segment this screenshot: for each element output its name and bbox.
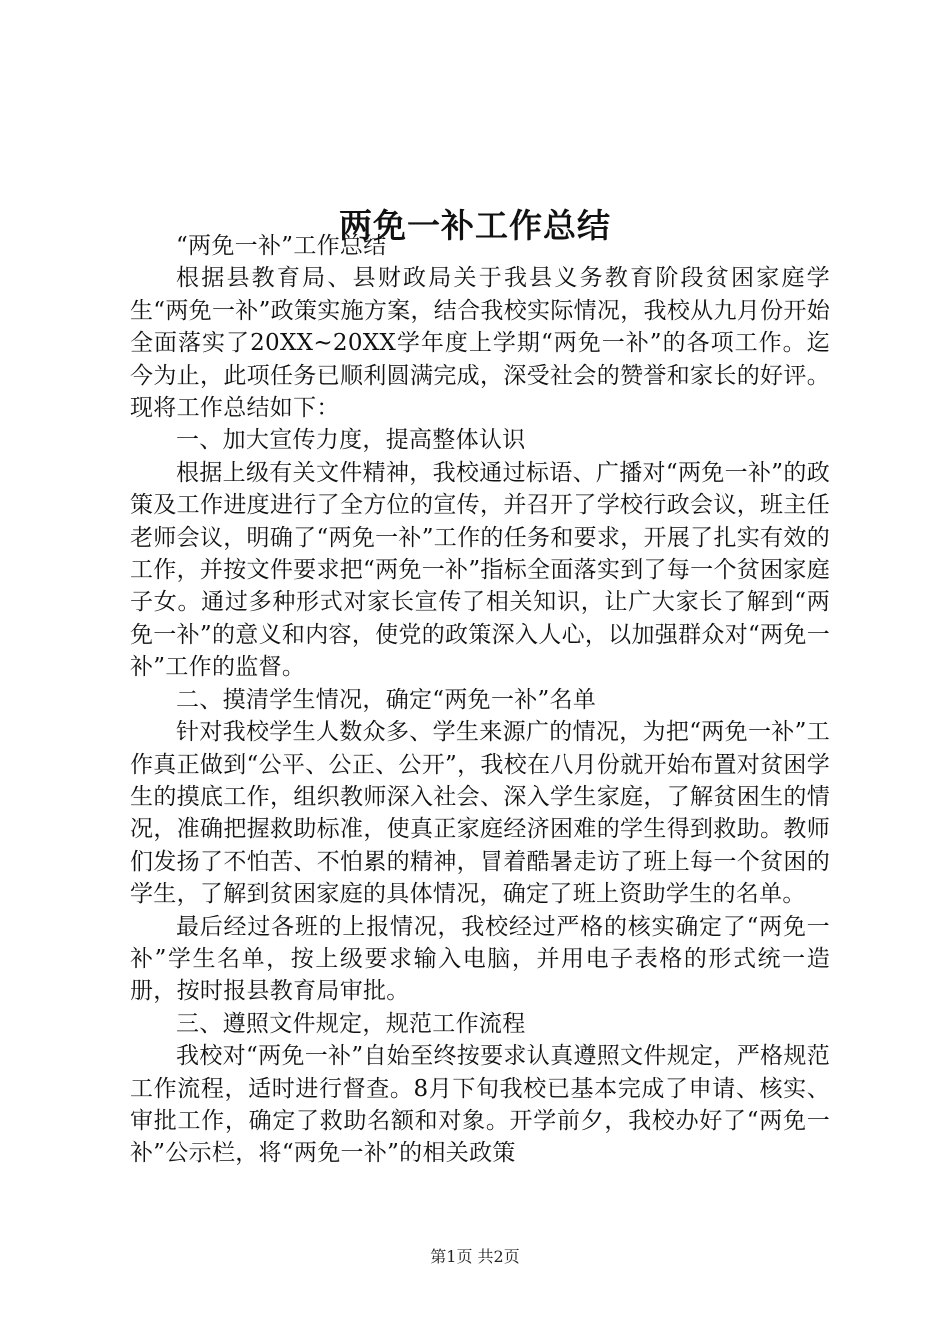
section-heading-1: 一、加大宣传力度，提高整体认识 xyxy=(176,427,526,454)
intro-paragraph: 根据县教育局、县财政局关于我县义务教育阶段贫困家庭学生“两免一补”政策实施方案，结合我校实际情况，我校从九月份开始全面落实了20XX~20XX学年度上学期“两免一补”的各项工作。迄今为止，此项任务已顺利圆满完成，深受社会的赞誉和家长的好评。现将工作总结如下： xyxy=(130,265,830,422)
subtitle-paragraph: “两免一补”工作总结 xyxy=(176,233,387,259)
section-2-paragraph-1: 针对我校学生人数众多、学生来源广的情况，为把“两免一补”工作真正做到“公平、公正、公开”，我校在八月份就开始布置对贫困学生的摸底工作，组织教师深入社会、深入学生家庭，了解贫困生的情况，准确把握救助标准，使真正家庭经济困难的学生得到救助。教师们发扬了不怕苦、不怕累的精神，冒着酷暑走访了班上每一个贫困的学生，了解到贫困家庭的具体情况，确定了班上资助学生的名单。 xyxy=(130,719,830,908)
section-1-paragraph: 根据上级有关文件精神，我校通过标语、广播对“两免一补”的政策及工作进度进行了全方位的宣传，并召开了学校行政会议，班主任老师会议，明确了“两免一补”工作的任务和要求，开展了扎实有效的工作，并按文件要求把“两免一补”指标全面落实到了每一个贫困家庭子女。通过多种形式对家长宣传了相关知识，让广大家长了解到“两免一补”的意义和内容，使党的政策深入人心，以加强群众对“两免一补”工作的监督。 xyxy=(130,459,830,681)
document-body xyxy=(130,230,830,1170)
section-3-paragraph: 我校对“两免一补”自始至终按要求认真遵照文件规定，严格规范工作流程，适时进行督查。8月下旬我校已基本完成了申请、核实、审批工作，确定了救助名额和对象。开学前夕，我校办好了“两免一补”公示栏，将“两免一补”的相关政策 xyxy=(130,1043,830,1167)
page-footer: 第1页 共2页 xyxy=(430,1247,520,1266)
section-heading-3: 三、遵照文件规定，规范工作流程 xyxy=(176,1010,526,1037)
document-title: 两免一补工作总结 xyxy=(339,206,611,246)
section-heading-2: 二、摸清学生情况，确定“两免一补”名单 xyxy=(176,686,597,713)
section-2-paragraph-2: 最后经过各班的上报情况，我校经过严格的核实确定了“两免一补”学生名单，按上级要求输入电脑，并用电子表格的形式统一造册，按时报县教育局审批。 xyxy=(130,913,830,1005)
